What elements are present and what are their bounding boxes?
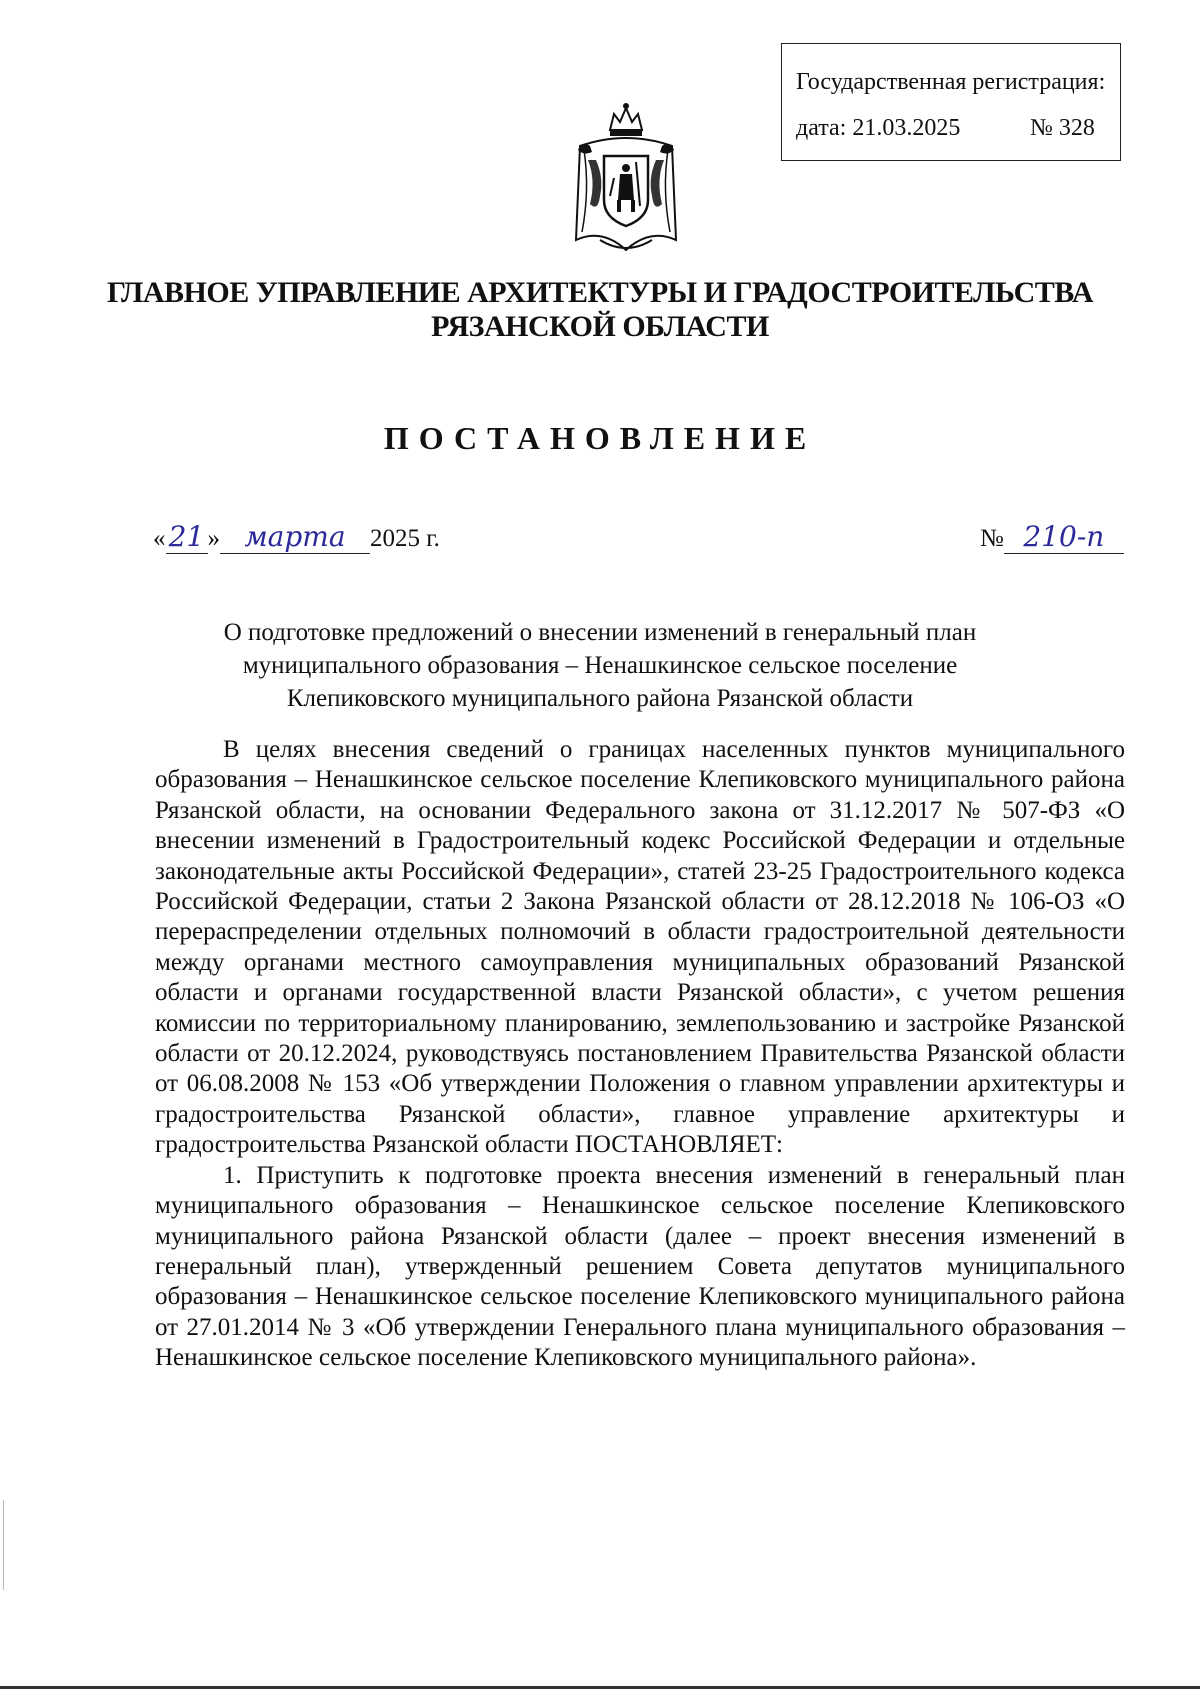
registration-stamp [781, 43, 1121, 161]
decree-date [153, 520, 440, 554]
date-day-handwritten: 21 [166, 520, 208, 554]
date-year: 2025 г. [370, 525, 440, 552]
number-handwritten: 210-п [1004, 520, 1124, 554]
scan-edge-bottom [0, 1686, 1200, 1689]
decree-subject [150, 616, 1050, 715]
date-month-handwritten: марта [220, 520, 370, 554]
number-prefix: № [980, 525, 1004, 552]
date-close-quote: » [207, 525, 220, 552]
clause-1-paragraph: 1. Приступить к подготовке проекта внесения изменений в генеральный план муниципального образования – Ненашкинское сельское поселение Клепиковского муниципального района Рязанской области (далее – проект внесения изменений в генеральный план), утвержденный решением Совета депутатов муниципального образования – Ненашкинское сельское поселение Клепиковского муниципального района от 27.01.2014 № 3 «Об утверждении Генерального плана муниципального образования – Ненашкинское сельское поселение Клепиковского муниципального района». [155, 1161, 1125, 1372]
registration-title: Государственная регистрация: [796, 69, 1106, 95]
preamble-paragraph: В целях внесения сведений о границах населенных пунктов муниципального образования – Ненашкинское сельское поселение Клепиковского муниципального района Рязанской области, на основании Федерального закона от 31.12.2017 № 507-ФЗ «О внесении изменений в Градостроительный кодекс Российской Федерации и отдельные законодательные акты Российской Федерации», статей 23-25 Градостроительного кодекса Российской Федерации, статьи 2 Закона Рязанской области от 28.12.2018 № 106-ОЗ «О перераспределении отдельных полномочий в области градостроительной деятельности между органами местного самоуправления муниципальных образований Рязанской области и органами государственной власти Рязанской области», с учетом решения комиссии по территориальному планированию, землепользованию и застройке Рязанской области от 20.12.2024, руководствуясь постановлением Правительства Рязанской области от 06.08.2008 № 153 «Об утверждении Положения о главном управлении архитектуры и градостроительства Рязанской области», главное управление архитектуры и градостроительства Рязанской области ПОСТАНОВЛЯЕТ: [155, 736, 1125, 1159]
subject-line: Клепиковского муниципального района Рязанской области [286, 685, 914, 712]
date-open-quote: « [153, 525, 166, 552]
registration-date: дата: 21.03.2025 [796, 115, 961, 141]
decree-body [155, 735, 1125, 1374]
scan-edge-line [3, 1500, 4, 1590]
subject-line: О подготовке предложений о внесении изменений в генеральный план [223, 619, 977, 646]
organization-name-line1: ГЛАВНОЕ УПРАВЛЕНИЕ АРХИТЕКТУРЫ И ГРАДОСТРОИТЕЛЬСТВА [106, 276, 1094, 309]
document-type-title: ПОСТАНОВЛЕНИЕ [383, 420, 817, 456]
registration-number: № 328 [1030, 115, 1095, 141]
decree-number [980, 520, 1124, 554]
subject-line: муниципального образования – Ненашкинское сельское поселение [242, 652, 958, 679]
organization-name-line2: РЯЗАНСКОЙ ОБЛАСТИ [431, 310, 769, 343]
ryazan-coat-of-arms-icon [570, 100, 682, 260]
